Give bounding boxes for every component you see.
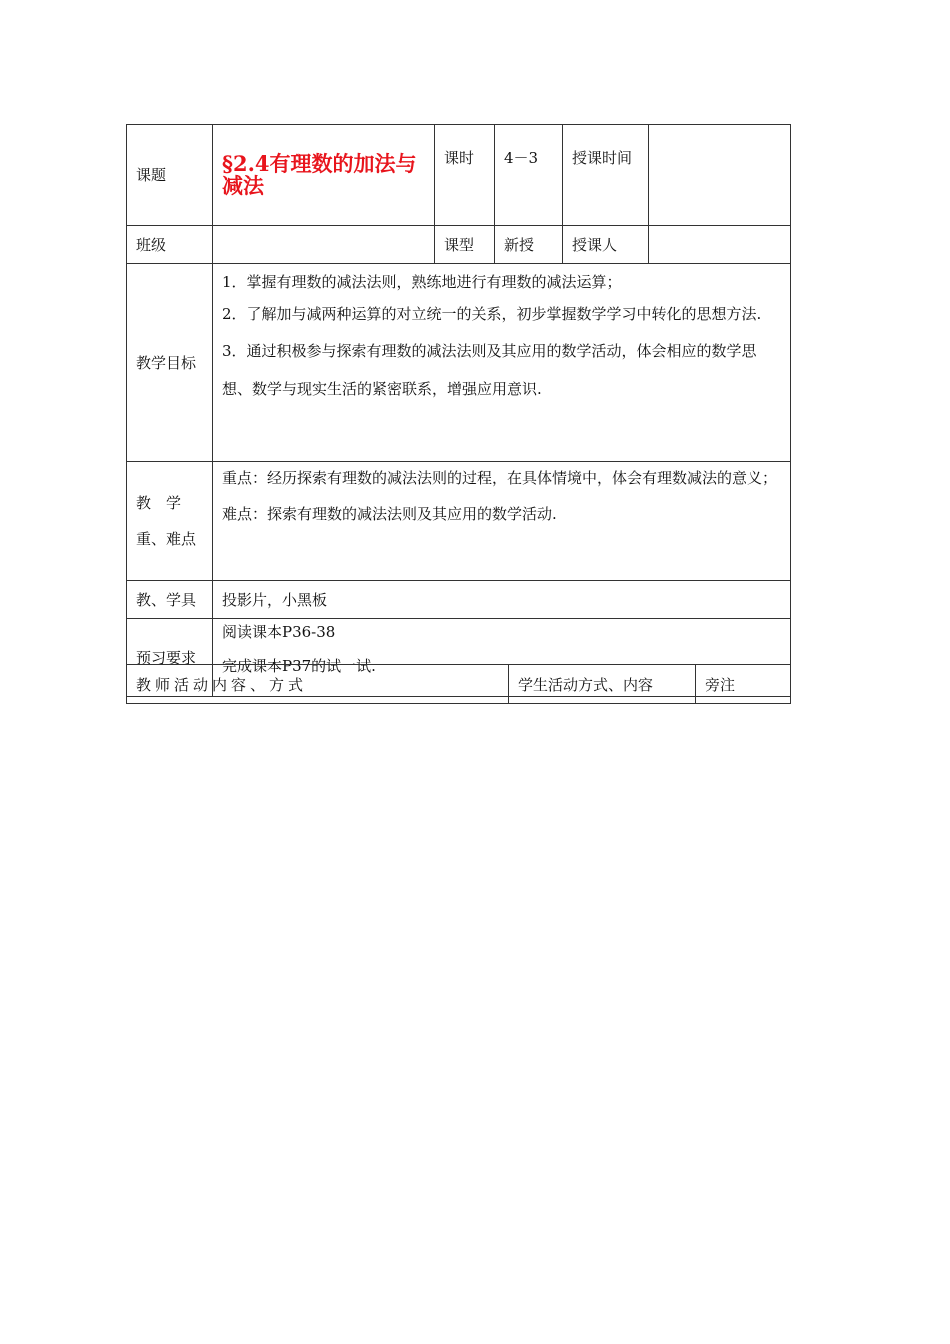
key-point: 重点：经历探索有理数的减法法则的过程，在具体情境中，体会有理数减法的意义； (222, 469, 778, 487)
goals-label: 教学目标 (127, 264, 213, 462)
goal-item: 1．掌握有理数的减法法则，熟练地进行有理数的减法运算； (222, 273, 622, 291)
table-row (127, 665, 791, 704)
table-row (127, 264, 791, 462)
topic-label: 课题 (127, 125, 213, 226)
period-label: 课时 (435, 125, 495, 226)
table-row (127, 462, 791, 581)
difficulty-label-line: 重、难点 (136, 530, 197, 548)
time-value (649, 125, 791, 226)
teacher-activity-header: 教师活动内容、方式 (127, 665, 509, 704)
table-row (127, 125, 791, 226)
hard-point: 难点：探索有理数的减法法则及其应用的数学活动. (222, 505, 557, 523)
teacher-value (649, 226, 791, 264)
goals-content (213, 264, 791, 462)
class-label: 班级 (127, 226, 213, 264)
table-row (127, 226, 791, 264)
difficulty-label (127, 462, 213, 581)
notes-header: 旁注 (696, 665, 791, 704)
goal-item: 2．了解加与减两种运算的对立统一的关系，初步掌握数学学习中转化的思想方法. (222, 305, 762, 323)
time-label: 授课时间 (563, 125, 649, 226)
preview-line: 完成课本P37的试一试. (222, 657, 376, 675)
topic-title: §2.4有理数的加法与减法 (213, 125, 435, 226)
tools-label: 教、学具 (127, 581, 213, 619)
activity-header-table (126, 664, 791, 704)
teacher-label: 授课人 (563, 226, 649, 264)
difficulty-label-line: 教 学 (136, 494, 182, 512)
lesson-plan-table (126, 124, 791, 697)
type-value: 新授 (495, 226, 563, 264)
preview-line: 阅读课本P36-38 (222, 623, 336, 641)
student-activity-header: 学生活动方式、内容 (509, 665, 696, 704)
difficulty-content (213, 462, 791, 581)
class-value (213, 226, 435, 264)
table-row (127, 581, 791, 619)
period-value: 4－3 (495, 125, 563, 226)
type-label: 课型 (435, 226, 495, 264)
preview-label: 预习要求 (127, 619, 213, 697)
tools-value: 投影片，小黑板 (213, 581, 791, 619)
goal-item: 3．通过积极参与探索有理数的减法法则及其应用的数学活动，体会相应的数学思想、数学与现实生活的紧密联系，增强应用意识. (222, 342, 757, 398)
